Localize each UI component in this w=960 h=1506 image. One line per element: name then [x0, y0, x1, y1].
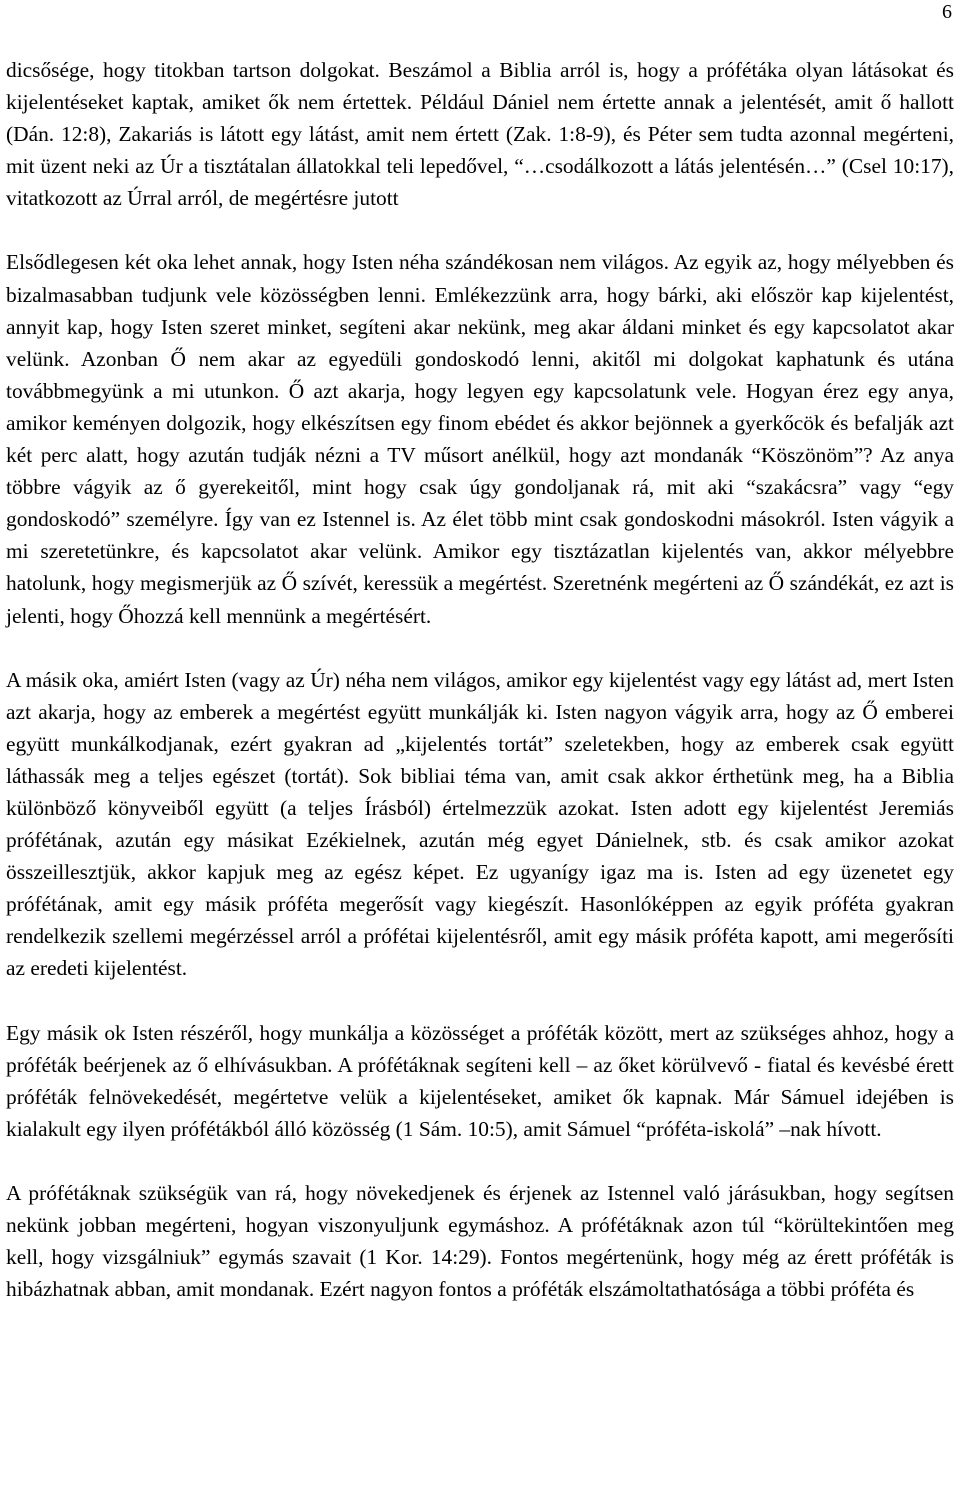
paragraph: A másik oka, amiért Isten (vagy az Úr) néha nem világos, amikor egy kijelentést vagy egy látást ad, mert Isten azt akarja, hogy az emberek a megértést együtt munkálják ki. Isten nagyon vágyik arra, hogy az Ő emberei együtt munkálkodjanak, ezért gyakran ad „kijelentés tortát” szeletekben, hogy az emberek csak együtt láthassák meg a teljes egészet (tortát). Sok bibliai téma van, amit csak akkor érthetünk meg, ha a Biblia különböző könyveiből együtt (a teljes Írásból) értelmezzük azokat. Isten adott egy kijelentést Jeremiás prófétának, azután egy másikat Ezékielnek, azután még egyet Dánielnek, stb. és csak amikor azokat összeillesztjük, akkor kapjuk meg az egész képet. Ez ugyanígy igaz ma is. Isten ad egy üzenetet egy prófétának, amit egy másik próféta megerősít vagy kiegészít. Hasonlóképpen az egyik próféta gyakran rendelkezik szellemi megérzéssel arról a prófétai kijelentésről, amit egy másik próféta kapott, ami megerősíti az eredeti kijelentést.	[6, 667, 954, 981]
paragraph: dicsősége, hogy titokban tartson dolgokat. Beszámol a Biblia arról is, hogy a prófétáka olyan látásokat és kijelentéseket kaptak, amiket ők nem értettek. Például Dániel nem értette annak a jelentését, amit ő hallott (Dán. 12:8), Zakariás is látott egy látást, amit nem értett (Zak. 1:8-9), és Péter sem tudta azonnal megérteni, mit üzent neki az Úr a tisztátalan állatokkal teli lepedővel, “…csodálkozott a látás jelentésén…” (Csel 10:17), vitatkozott az Úrral arról, de megértésre jutott	[6, 58, 954, 211]
paragraph: Egy másik ok Isten részéről, hogy munkálja a közösséget a próféták között, mert az szükséges ahhoz, hogy a próféták beérjenek az ő elhívásukban. A prófétáknak segíteni kell – az őket körülvevő - fiatal és kevésbé érett próféták felnövekedését, megértetve velük a kijelentéseket, amiket ők kapnak. Már Sámuel idejében is kialakult egy ilyen prófétákból álló közösség (1 Sám. 10:5), amit Sámuel “próféta-iskolá” –nak hívott.	[6, 1020, 954, 1141]
page-number: 6	[942, 1, 952, 23]
paragraph: Elsődlegesen két oka lehet annak, hogy Isten néha szándékosan nem világos. Az egyik az, hogy mélyebben és bizalmasabban tudjunk vele közösségben lenni. Emlékezzünk arra, hogy bárki, aki először kap kijelentést, annyit kap, hogy Isten szeret minket, segíteni akar nekünk, meg akar áldani minket és egy kapcsolatot akar velünk. Azonban Ő nem akar az egyedüli gondoskodó lenni, akitől mi dolgokat kaphatunk és utána továbbmegyünk a mi utunkon. Ő azt akarja, hogy legyen egy kapcsolatunk vele. Hogyan érez egy anya, amikor keményen dolgozik, hogy elkészítsen egy finom ebédet és akkor bejönnek a gyerkőcök és befalják azt két perc alatt, hogy azután tudják nézni a TV műsort anélkül, hogy azt mondanák “Köszönöm”? Az anya többre vágyik az ő gyerekeitől, mint hogy csak úgy gondoljanak rá, mit aki “szakácsra” vagy “egy gondoskodó” személyre. Így van ez Istennel is. Az élet több mint csak gondoskodni másokról. Isten vágyik a mi szeretetünkre, és kapcsolatot akar velünk. Amikor egy tisztázatlan kijelentés van, akkor mélyebbre hatolunk, hogy megismerjük az Ő szívét, keressük a megértést. Szeretnénk megérteni az Ő szándékát, ez azt is jelenti, hogy Őhozzá kell mennünk a megértésért.	[6, 250, 954, 628]
paragraph: A prófétáknak szükségük van rá, hogy növekedjenek és érjenek az Istennel való járásukban, hogy segítsen nekünk jobban megérteni, hogyan viszonyuljunk egymáshoz. A prófétáknak azon túl “körültekintően meg kell, hogy vizsgálniuk” egymás szavait (1 Kor. 14:29). Fontos megértenünk, hogy még az érett próféták is hibázhatnak abban, amit mondanak. Ezért nagyon fontos a próféták elszámoltathatósága a többi próféta és	[6, 1180, 954, 1302]
body-text	[6, 54, 954, 1305]
